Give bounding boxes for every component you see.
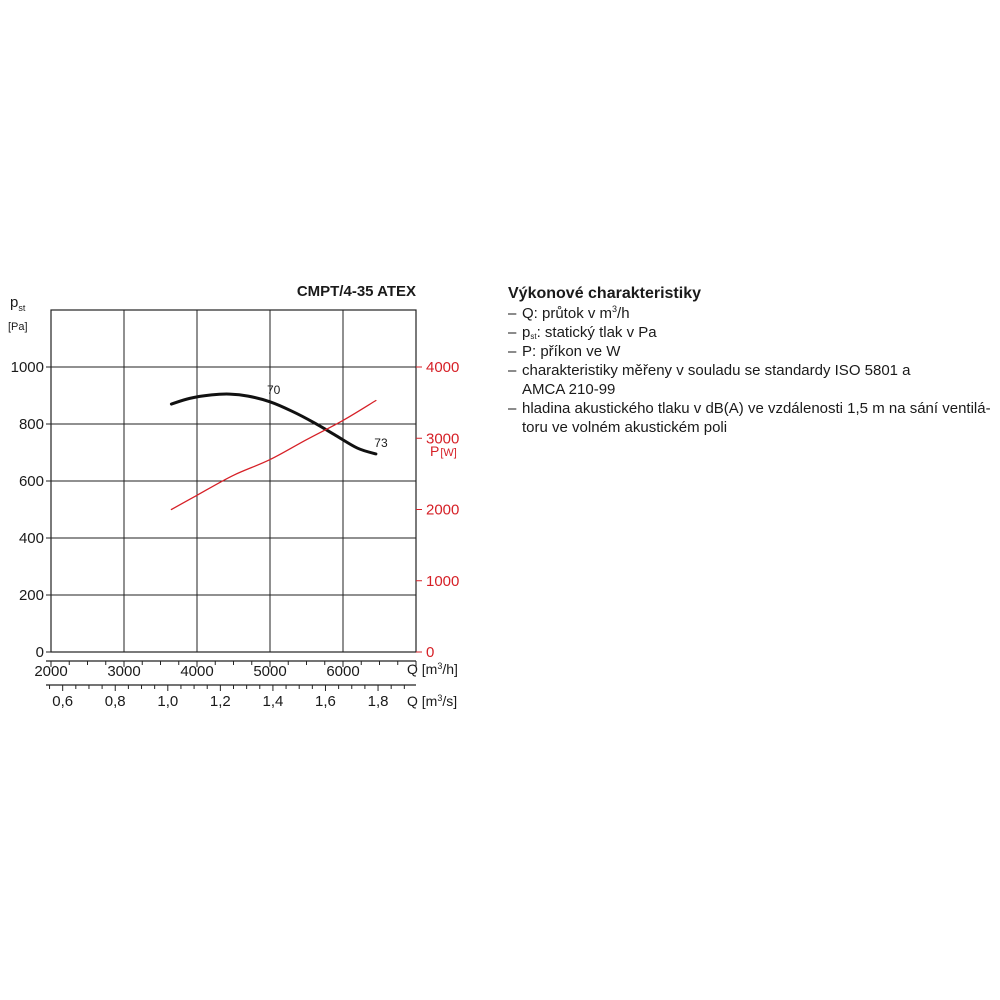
axis-ticks: [11, 359, 460, 710]
curve-annotation-label: 70: [266, 383, 281, 398]
x2-tick-label: 1,6: [315, 693, 336, 710]
x-tick-label: 3000: [107, 663, 141, 680]
y-left-tick-label: 400: [18, 530, 44, 547]
legend-item-static-pressure: – $p_{st}$: statický tlak v Pa: [508, 323, 998, 342]
power-curve-line: [171, 401, 376, 510]
legend-item-power: – P: příkon ve W: [508, 342, 998, 361]
y-right-tick-label: 0: [426, 644, 435, 661]
y-left-tick-label: 200: [18, 587, 44, 604]
y-left-tick-label: 600: [18, 473, 44, 490]
x-tick-label: 6000: [326, 663, 360, 680]
legend-list: [508, 304, 998, 437]
chart-title: CMPT/4-35 ATEX: [296, 283, 416, 300]
curve-annotation-label: 73: [374, 435, 388, 450]
x2-axis-label: Q $[m^3/s]$: [407, 693, 458, 709]
x-tick-label: 2000: [34, 663, 68, 680]
y-right-tick-label: 4000: [426, 359, 460, 376]
y-left-tick-label: 1000: [10, 359, 44, 376]
grid: [51, 310, 416, 652]
legend-item-flow: – Q: průtok v $m^3/h$: [508, 304, 998, 323]
x2-tick-label: 1,4: [262, 693, 284, 710]
y-right-axis-label: P[W]: [430, 443, 457, 459]
x2-tick-label: 1,8: [367, 693, 389, 710]
y-right-tick-label: 3000: [426, 430, 460, 448]
y-left-tick-label: 0: [35, 644, 44, 661]
y-right-tick-label: 1000: [426, 572, 460, 590]
legend-item-noise: – hladina akustického tlaku v dB(A) ve vzdálenosti 1,5 m na sání ventilá- toru ve volném akustickém poli: [508, 399, 998, 437]
x2-tick-label: 0,6: [52, 693, 74, 710]
x2-tick-label: 1,2: [209, 693, 231, 710]
y-right-tick-label: 2000: [426, 501, 460, 519]
legend-panel: [508, 284, 998, 437]
x-axis-label: Q $[m^3/h]$: [407, 661, 458, 677]
legend-item-standards: – charakteristiky měřeny v souladu se standardy ISO 5801 a AMCA 210-99: [508, 361, 998, 399]
legend-title: Výkonové charakteristiky: [508, 285, 701, 302]
y-left-axis-label: $p_{st}$: [10, 294, 26, 313]
x-tick-label: 4000: [180, 663, 214, 680]
x2-tick-label: 0,8: [104, 693, 126, 710]
y-left-tick-label: 800: [18, 416, 44, 433]
series: [171, 383, 388, 509]
x-tick-label: 5000: [253, 663, 287, 680]
y-left-axis-unit: [Pa]: [8, 321, 28, 333]
x2-tick-label: 1,0: [157, 693, 179, 710]
